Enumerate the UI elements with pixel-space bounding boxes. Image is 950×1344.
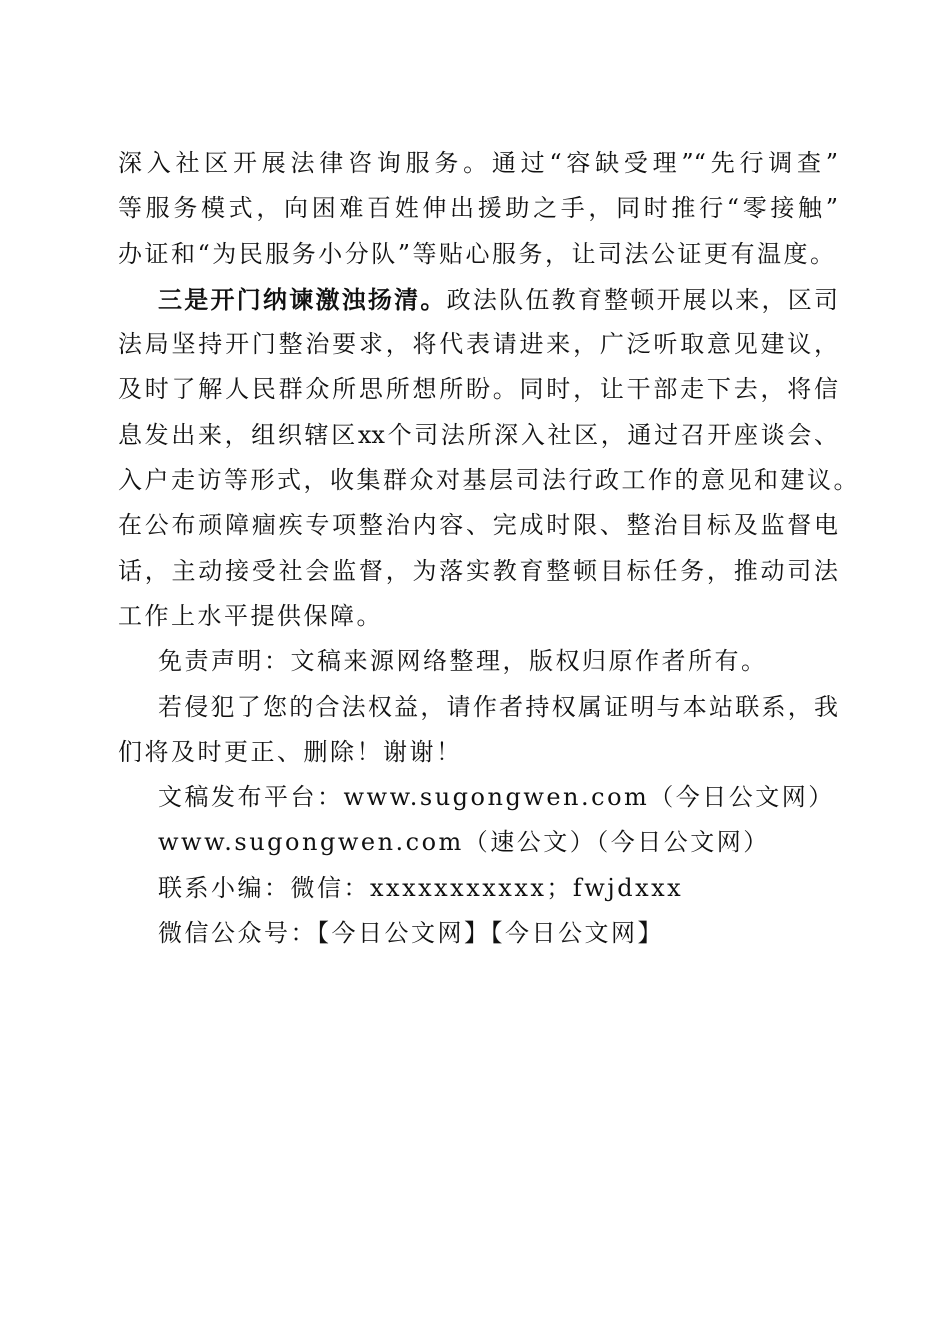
paragraph-1-line-1: 深入社区开展法律咨询服务。通过“容缺受理”“先行调查”	[118, 149, 838, 177]
infringement-notice-line-2: 们将及时更正、删除！谢谢！	[118, 737, 463, 766]
paragraph-2-first-rest: 政法队伍教育整顿开展以来，区司	[446, 285, 838, 314]
paragraph-2-line-8: 工作上水平提供保障。	[118, 601, 383, 630]
paragraph-1-line-3: 办证和“为民服务小分队”等贴心服务，让司法公证更有温度。	[118, 239, 837, 268]
paragraph-1-line-2: 等服务模式，向困难百姓伸出援助之手，同时推行“零接触”	[118, 194, 838, 223]
paragraph-2-heading: 三是开门纳谏激浊扬清。	[158, 284, 447, 314]
wechat-account-info: 微信公众号：【今日公文网】【今日公文网】	[158, 919, 664, 948]
paragraph-2-line-6: 在公布顽障痼疾专项整治内容、完成时限、整治目标及监督电	[118, 511, 838, 540]
paragraph-2-line-7: 话，主动接受社会监督，为落实教育整顿目标任务，推动司法	[118, 556, 838, 585]
paragraph-2-line-3: 及时了解人民群众所思所想所盼。同时，让干部走下去，将信	[118, 375, 838, 404]
contact-info: 联系小编：微信：xxxxxxxxxxx；fwjdxxx	[158, 873, 684, 902]
paragraph-2-line-4: 息发出来，组织辖区xx个司法所深入社区，通过召开座谈会、	[118, 420, 838, 449]
paragraph-2-line-5: 入户走访等形式，收集群众对基层司法行政工作的意见和建议。	[118, 466, 860, 495]
platform-info: 文稿发布平台：www.sugongwen.com（今日公文网）	[158, 783, 835, 812]
paragraph-2-line-1	[118, 277, 838, 322]
document-body	[118, 141, 860, 956]
infringement-notice-line-1: 若侵犯了您的合法权益，请作者持权属证明与本站联系，我	[158, 692, 838, 721]
site-info: www.sugongwen.com（速公文）（今日公文网）	[158, 828, 770, 857]
disclaimer-text: 免责声明：文稿来源网络整理，版权归原作者所有。	[158, 647, 768, 676]
paragraph-2-line-2: 法局坚持开门整治要求，将代表请进来，广泛听取意见建议，	[118, 330, 838, 359]
